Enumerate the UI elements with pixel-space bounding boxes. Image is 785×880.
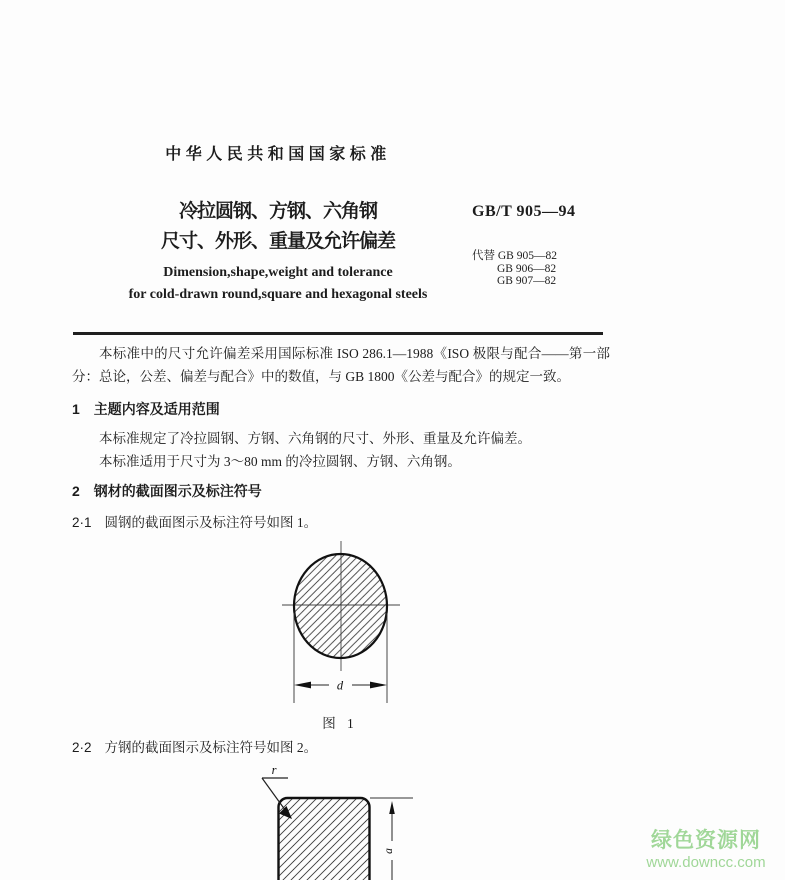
figure1-caption: 图 1 [322,716,358,731]
clause-2-1-number: 2·1 [72,515,92,530]
side-length-label: a [383,848,395,854]
standard-title-en-line2: for cold-drawn round,square and hexagonal steels [128,287,428,302]
watermark-site-url: www.downcc.com [646,854,766,871]
section-1-paragraph-1: 本标准规定了冷拉圆钢、方钢、六角钢的尺寸、外形、重量及允许偏差。 [99,431,531,446]
clause-2-2 [72,736,317,756]
section-1-paragraph-2: 本标准适用于尺寸为 3～80 mm 的冷拉圆钢、方钢、六角钢。 [99,454,461,469]
clause-2-2-number: 2·2 [72,740,92,755]
round-bar-cross-section [294,554,387,658]
left-dimension-arrow [294,682,311,689]
square-bar-cross-section [279,798,370,880]
standard-title-cn-line2: 尺寸、外形、重量及允许偏差 [160,231,395,252]
clause-2-1 [72,511,317,531]
figure1-round-section-drawing [250,535,435,707]
replaced-standards-block [472,250,557,288]
section-2-heading [72,481,262,501]
standard-title-en-line1: Dimension,shape,weight and tolerance [163,265,393,280]
section-2-title: 钢材的截面图示及标注符号 [93,483,262,499]
section-1-heading [72,399,220,419]
watermark [645,824,767,871]
clause-2-2-text: 方钢的截面图示及标注符号如图 2。 [104,740,318,755]
replaced-standard-1: 代替 GB 905—82 [472,250,557,262]
replaced-standard-3: GB 907—82 [497,275,557,287]
diameter-label: d [336,678,344,693]
section-1-number: 1 [72,401,80,417]
right-dimension-arrow [370,682,387,689]
watermark-site-name: 绿色资源网 [651,829,761,852]
figure2-square-section-drawing [230,757,442,880]
section-1-title: 主题内容及适用范围 [93,401,220,417]
height-dimension-arrow [389,801,395,814]
standard-code: GB/T 905—94 [472,203,576,220]
corner-radius-label: r [271,763,277,777]
standard-title-cn-line1: 冷拉圆钢、方钢、六角钢 [178,201,377,222]
intro-paragraph: 本标准中的尺寸允许偏差采用国际标准 ISO 286.1—1988《ISO 极限与配合——第一部分：总论，公差、偏差与配合》中的数值，与 GB 1800《公差与配合》的规定一致。 [72,346,610,384]
national-standard-heading: 中华人民共和国国家标准 [165,146,391,163]
clause-2-1-text: 圆钢的截面图示及标注符号如图 1。 [104,515,318,530]
replaced-standard-2: GB 906—82 [497,262,557,275]
section-2-number: 2 [72,483,80,499]
header-divider-rule [73,332,603,335]
